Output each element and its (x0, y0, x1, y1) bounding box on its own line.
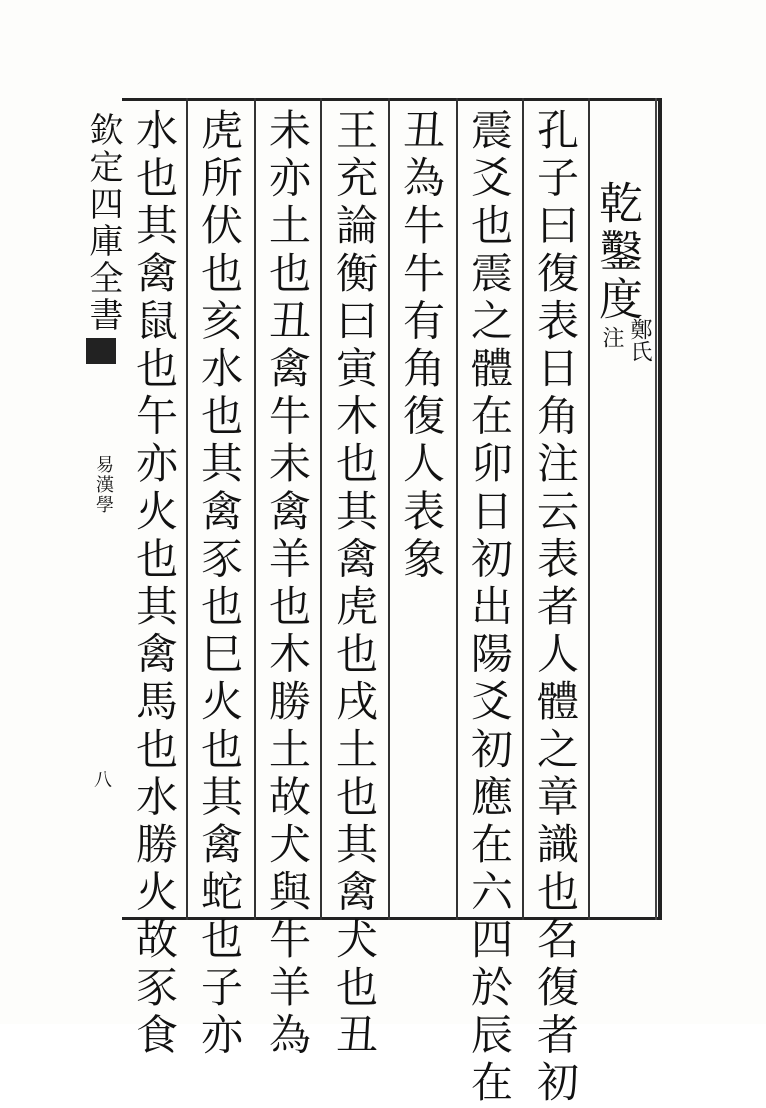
column-divider (388, 98, 390, 920)
section-title: 易漢學 (93, 455, 114, 515)
column-divider (254, 98, 256, 920)
page-number: 八 (91, 770, 112, 788)
annotator-name: 鄭氏 (627, 318, 652, 362)
text-column: 震爻也震之體在卯日初出陽爻初應在六四於辰在 (465, 108, 514, 1108)
column-divider (456, 98, 458, 920)
column-divider (186, 98, 188, 920)
text-column: 丑為牛牛有角復人表象 (397, 108, 446, 584)
column-divider (588, 98, 590, 920)
text-column: 王充論衡曰寅木也其禽虎也戌土也其禽犬也丑 (330, 108, 379, 1060)
annotator-role: 注 (599, 326, 624, 348)
text-column: 未亦土也丑禽牛未禽羊也木勝土故犬與牛羊為 (263, 108, 312, 1060)
text-column: 孔子曰復表日角注云表者人體之章識也名復者初 (531, 108, 580, 1108)
collection-title: 欽定四庫全書 (83, 112, 123, 334)
text-column: 虎所伏也亥水也其禽豕也巳火也其禽蛇也子亦 (195, 108, 244, 1060)
column-divider (522, 98, 524, 920)
fish-tail-mark (86, 338, 116, 364)
book-title: 乾鑿度 (591, 180, 642, 324)
text-column: 水也其禽鼠也午亦火也其禽馬也水勝火故豕食 (130, 108, 179, 1060)
frame-inner-border (655, 98, 657, 920)
column-divider (320, 98, 322, 920)
